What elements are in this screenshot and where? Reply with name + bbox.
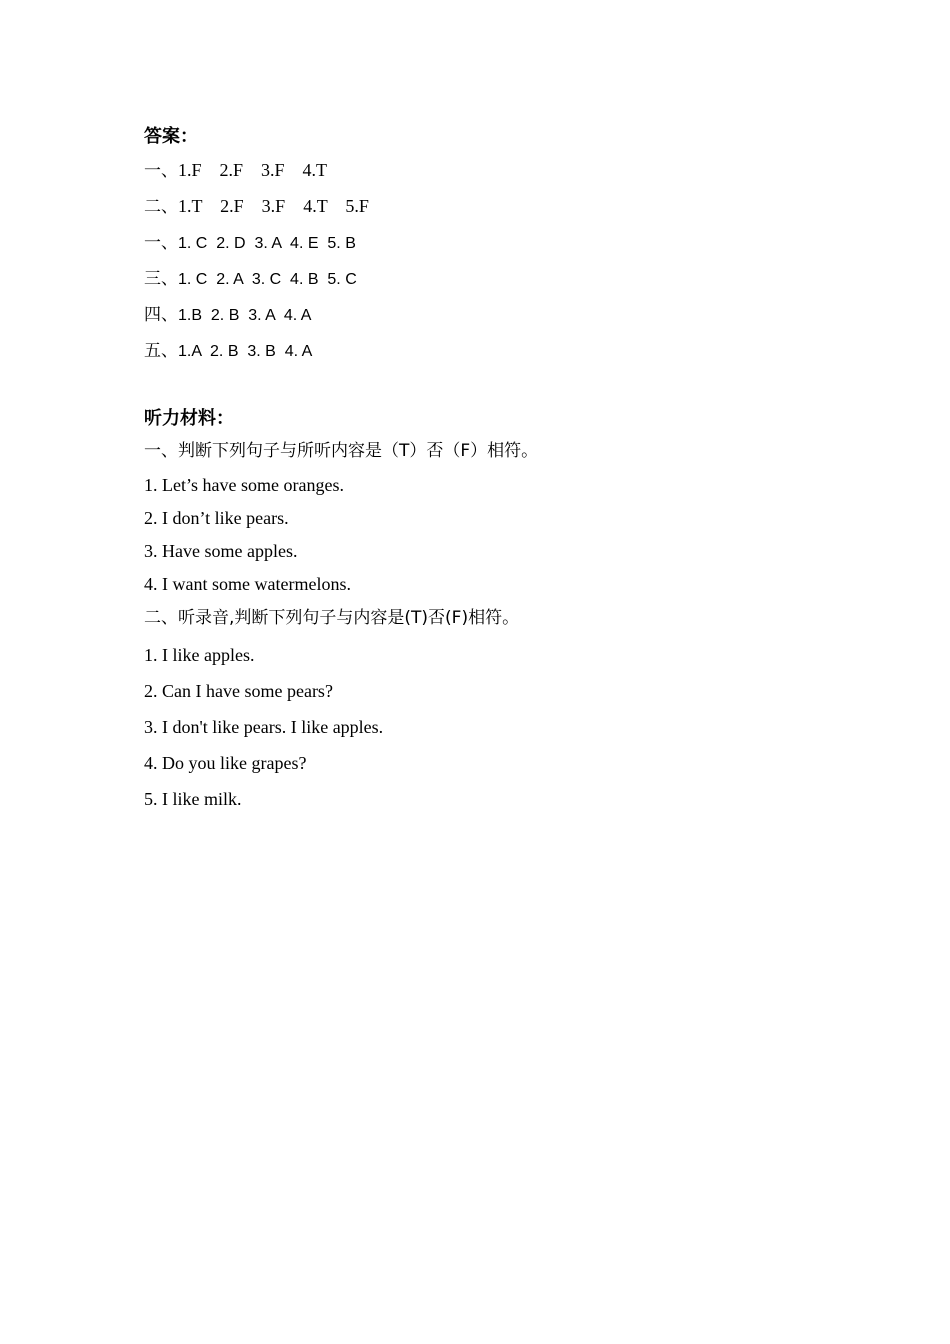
section2-item: 4. Do you like grapes? <box>144 753 307 773</box>
answer-row-1 <box>144 159 327 182</box>
section1-title: 一、判断下列句子与所听内容是（T）否（F）相符。 <box>144 441 539 461</box>
answer-row-prefix: 四、 <box>144 305 178 325</box>
answer-row-4 <box>144 267 357 291</box>
answer-row-2 <box>144 195 369 218</box>
answer-row-prefix: 五、 <box>144 341 178 361</box>
section2-item: 2. Can I have some pears? <box>144 681 333 701</box>
section2-item: 3. I don't like pears. I like apples. <box>144 717 384 737</box>
answer-row-text: 1. C 2. D 3. A 4. E 5. B <box>178 235 356 252</box>
section1-item: 2. I don’t like pears. <box>144 508 289 528</box>
answer-row-6 <box>144 339 312 363</box>
section1-item: 1. Let’s have some oranges. <box>144 475 344 495</box>
answer-row-prefix: 一、 <box>144 161 178 181</box>
section2-item: 5. I like milk. <box>144 789 242 809</box>
answers-heading: 答案： <box>144 126 198 146</box>
answer-row-5 <box>144 303 311 327</box>
answer-row-prefix: 三、 <box>144 269 178 289</box>
answer-row-text: 1.F 2.F 3.F 4.T <box>178 160 328 180</box>
listening-heading: 听力材料： <box>144 408 234 428</box>
answer-row-prefix: 二、 <box>144 197 178 217</box>
section1-item: 3. Have some apples. <box>144 541 298 561</box>
section2-item: 1. I like apples. <box>144 645 255 665</box>
answer-row-text: 1. C 2. A 3. C 4. B 5. C <box>178 271 357 288</box>
answer-row-3 <box>144 231 356 255</box>
answer-row-prefix: 一、 <box>144 233 178 253</box>
section1-item: 4. I want some watermelons. <box>144 574 351 594</box>
answer-row-text: 1.T 2.F 3.F 4.T 5.F <box>178 196 369 216</box>
section2-title: 二、听录音,判断下列句子与内容是(T)否(F)相符。 <box>144 608 520 628</box>
answer-row-text: 1.B 2. B 3. A 4. A <box>178 307 312 324</box>
answer-row-text: 1.A 2. B 3. B 4. A <box>178 343 313 360</box>
